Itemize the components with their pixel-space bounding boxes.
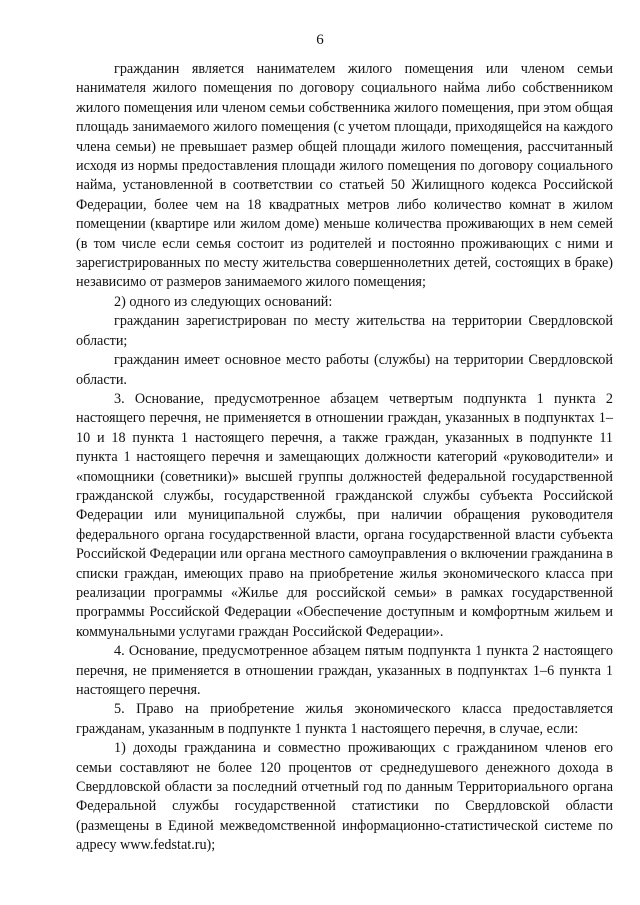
paragraph-clause-5: 5. Право на приобретение жилья экономического класса предоставляется гражданам, указанным в подпункте 1 пункта 1 настоящего перечня, в случае, если: xyxy=(76,701,613,737)
document-body xyxy=(76,60,613,856)
paragraph-workplace: гражданин имеет основное место работы (службы) на территории Свердловской области. xyxy=(76,352,613,388)
page-number: 6 xyxy=(316,32,324,48)
paragraph-clause-5-item-1: 1) доходы гражданина и совместно проживающих с гражданином членов его семьи составляют не более 120 процентов от среднедушевого денежного дохода в Свердловской области за последний отчетный год по данным Территориального органа Федеральной службы государственной статистики по Свердловской области (размещены в Единой межведомственной информационно-статистической системе по адресу www.fedstat.ru); xyxy=(76,740,613,854)
paragraph-item-2: 2) одного из следующих оснований: xyxy=(114,293,333,310)
paragraph-registration: гражданин зарегистрирован по месту жительства на территории Свердловской области; xyxy=(76,313,613,349)
paragraph-continuation: гражданин является нанимателем жилого помещения или членом семьи нанимателя жилого помещения по договору социального найма либо собственником жилого помещения или членом семьи собственника жилого помещения, при этом общая площадь занимаемого жилого помещения (с учетом площади, приходящейся на каждого члена семьи) не превышает размер общей площади жилого помещения, рассчитанный исходя из нормы предоставления площади жилого помещения по договору социального найма, установленной в соответствии со статьей 50 Жилищного кодекса Российской Федерации, более чем на 18 квадратных метров либо количество комнат в жилом помещении (квартире или жилом доме) меньше количества проживающих в нем семей (в том числе если семья состоит из родителей и постоянно проживающих с ними и зарегистрированных по месту жительства совершеннолетних детей, состоящих в браке) независимо от размеров занимаемого жилого помещения; xyxy=(76,61,613,291)
paragraph-clause-3: 3. Основание, предусмотренное абзацем четвертым подпункта 1 пункта 2 настоящего перечня, не применяется в отношении граждан, указанных в подпунктах 1–10 и 18 пункта 1 настоящего перечня, а также граждан, указанных в подпункте 11 пункта 1 настоящего перечня и замещающих должности категорий «руководители» и «помощники (советники)» высшей группы должностей федеральной государственной гражданской службы, государственной гражданской службы субъекта Российской Федерации или муниципальной службы, при наличии обращения руководителя федерального органа государственной власти, органа государственной власти субъекта Российской Федерации или органа местного самоуправления о включении гражданина в списки граждан, имеющих право на приобретение жилья экономического класса при реализации программы «Жилье для российской семьи» в рамках государственной программы Российской Федерации «Обеспечение доступным и комфортным жильем и коммунальными услугами граждан Российской Федерации». xyxy=(76,390,613,640)
paragraph-clause-4: 4. Основание, предусмотренное абзацем пятым подпункта 1 пункта 2 настоящего перечня, не применяется в отношении граждан, указанных в подпунктах 1–6 пункта 1 настоящего перечня. xyxy=(76,643,613,698)
